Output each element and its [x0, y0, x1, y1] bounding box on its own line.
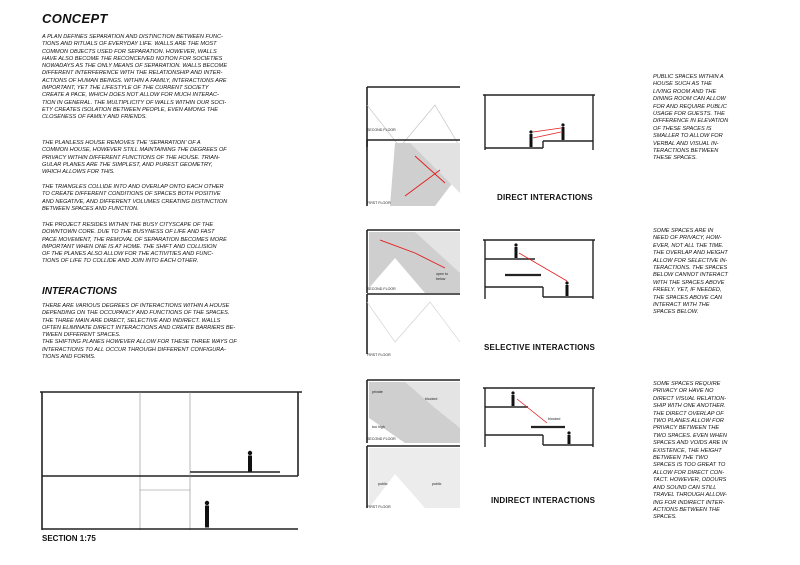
caption-indirect: INDIRECT INTERACTIONS	[491, 496, 596, 505]
text-direct: PUBLIC SPACES WITHIN A HOUSE SUCH AS THE LIVING ROOM AND THE DINING ROOM CAN ALLOW FOR AND REQUIRE PUBLIC USAGE FOR GUESTS. THE DIFFERENCE IN ELEVATION OF THESE SPACES IS SMALLER TO ALLOW FOR VERBAL AND VISUAL IN- TERACTIONS BETWEEN THESE SPACES.	[653, 74, 729, 162]
blocked-label: blocked	[425, 397, 438, 401]
concept-paragraph-4: THE PROJECT RESIDES WITHIN THE BUSY CITYSCAPE OF THE DOWNTOWN CORE. DUE TO THE BUSYNESS OF LIFE AND FAST PACE MOVEMENT, THE REMOVAL OF SEPARATION BECOMES MORE IMPORTANT WHEN ONE IS AT HOME. THE SHIFT AND COLLISION OF THE PLANES ALSO ALLOW FOR THE ACTIVITIES AND FUNC- TIONS OF LIFE TO COLLIDE AND JOIN INTO EACH OTHER.	[42, 222, 227, 265]
plan-first-floor-direct	[365, 138, 460, 206]
public-label: public	[432, 482, 442, 486]
plan-second-floor-indirect	[365, 378, 460, 443]
concept-paragraph-2: THE PLANLESS HOUSE REMOVES THE 'SEPARATION' OF A COMMON HOUSE, HOWEVER STILL MAINTAINING THE DEGREES OF PRIVACY WITHIN DIFFERENT FUNCTIONS OF THE HOUSE. TRIAN- GULAR PLANES ARE THE SIMPLEST, AND PUREST GEOMETRY, WHICH ALLOWS FOR THIS.	[42, 140, 227, 176]
caption-selective: SELECTIVE INTERACTIONS	[484, 343, 596, 352]
section-drawing	[40, 380, 300, 530]
private-label: private	[372, 390, 383, 394]
first-floor-label: FIRST FLOOR	[367, 353, 391, 357]
first-floor-label: FIRST FLOOR	[367, 505, 391, 509]
concept-paragraph-1: A PLAN DEFINES SEPARATION AND DISTINCTION BETWEEN FUNC- TIONS AND RITUALS OF EVERYDAY LIFE. WALLS ARE THE MOST COMMON OBJECTS USED FOR SEPARATION. HOWEVER, WALLS HAVE ALSO BECOME THE RECONCEIVED NOTION FOR SOCIETIES NOWADAYS AS THE ONLY MEANS OF SEPARATION. WALLS BECOME DIFFERENT INTERFERENCE WITH THE RELATIONSHIP AND INTER- ACTIONS OF HUMAN BEINGS. WITHIN A FAMILY, INTERACTIONS ARE IMPORTANT, YET THE LIFESTYLE OF THE CURRENT SOCIETY CREATE A PACE, WHICH DOES NOT ALLOW FOR MUCH INTERAC- TION IN GENERAL. THE MULTIPLICITY OF WALLS WITHIN OUR SOCI- ETY CREATES ISOLATION BETWEEN PEOPLE, EVEN AMONG THE CLOSENESS OF FAMILY AND FRIENDS.	[42, 34, 228, 121]
second-floor-label: SECOND FLOOR	[367, 128, 396, 132]
open-to-below-label: open to below	[436, 272, 448, 281]
diagram-direct	[483, 92, 595, 150]
text-selective: SOME SPACES ARE IN NEED OF PRIVACY, HOW- EVER, NOT ALL THE TIME. THE OVERLAP AND HEIGHT ALLOW FOR SELECTIVE IN- TERACTIONS. THE SPACES BELOW CANNOT INTERACT WITH THE SPACES ABOVE FREELY. YET, IF NEEDED, THE SPACES ABOVE CAN INTERACT WITH THE SPACES BELOW.	[653, 228, 728, 316]
section-label: SECTION 1:75	[42, 534, 96, 543]
concept-title: CONCEPT	[42, 11, 108, 26]
plan-first-floor-selective	[365, 292, 460, 354]
first-floor-label: FIRST FLOOR	[367, 201, 391, 205]
blocked-label: blocked	[548, 417, 561, 421]
plan-second-floor-selective	[365, 228, 460, 293]
interactions-paragraph: THERE ARE VARIOUS DEGREES OF INTERACTIONS WITHIN A HOUSE DEPENDING ON THE OCCUPANCY AND FUNCTIONS OF THE SPACES. THE THREE MAIN ARE DIRECT, SELECTIVE AND INDIRECT. WALLS OFTEN ELIMINATE DIRECT INTERACTIONS AND CREATE BARRIERS BE- TWEEN DIFFERENT SPACES. THE SHIFTING PLANES HOWEVER ALLOW FOR THESE THREE WAYS OF INTERACTIONS TO ALL OCCUR THROUGH DIFFERENT CONFIGURA- TIONS AND FORMS.	[42, 303, 237, 361]
person-icon	[205, 501, 209, 528]
diagram-indirect	[483, 385, 595, 449]
text-indirect: SOME SPACES REQUIRE PRIVACY OR HAVE NO DIRECT VISUAL RELATION- SHIP WITH ONE ANOTHER. THE DIRECT OVERLAP OF TWO PLANES ALLOW FOR PRIVACY BETWEEN THE TWO SPACES. EVEN WHEN SPACES AND VOIDS ARE IN EXISTENCE, THE HEIGHT BETWEEN THE TWO SPACES IS TOO GREAT TO ALLOW FOR DIRECT CON- TACT. HOWEVER, ODOURS AND SOUND CAN STILL TRAVEL THROUGH ALLOW- ING FOR INDIRECT INTER- ACTIONS BETWEEN THE SPACES.	[653, 381, 728, 521]
too-high-label: too high	[372, 425, 385, 429]
caption-direct: DIRECT INTERACTIONS	[497, 193, 593, 202]
interactions-title: INTERACTIONS	[42, 286, 117, 297]
diagram-selective	[483, 237, 595, 301]
second-floor-label: SECOND FLOOR	[367, 287, 396, 291]
concept-paragraph-3: THE TRIANGLES COLLIDE INTO AND OVERLAP ONTO EACH OTHER TO CREATE DIFFERENT CONDITIONS OF SPACES BOTH POSITIVE AND NEGATIVE, AND DIFFERENT VOLUMES CREATING DISTINCTION BETWEEN SPACES AND FUNCTION.	[42, 184, 228, 212]
person-icon	[248, 451, 252, 472]
second-floor-label: SECOND FLOOR	[367, 437, 396, 441]
plan-first-floor-indirect	[365, 444, 460, 508]
public-label: public	[378, 482, 388, 486]
